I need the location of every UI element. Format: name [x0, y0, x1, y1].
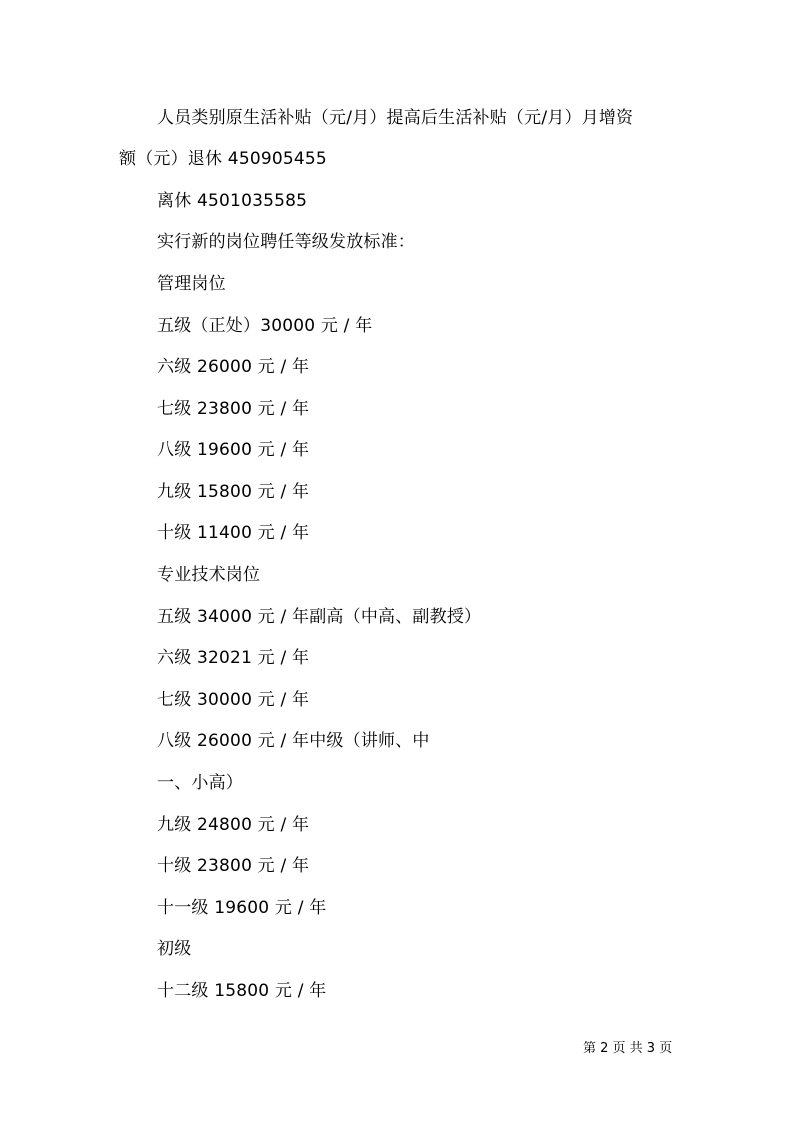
paragraph-line-2: 额（元）退休 450905455 — [119, 149, 327, 169]
paragraph-line-13: 五级 34000 元 / 年副高（中高、副教授） — [157, 607, 482, 627]
paragraph-line-11: 十级 11400 元 / 年 — [157, 523, 310, 543]
paragraph-line-17: 一、小高） — [157, 773, 243, 793]
paragraph-line-14: 六级 32021 元 / 年 — [157, 648, 310, 668]
section-heading-management: 管理岗位 — [157, 274, 226, 294]
paragraph-line-7: 六级 26000 元 / 年 — [157, 357, 310, 377]
section-heading-technical: 专业技术岗位 — [157, 565, 261, 585]
paragraph-line-4: 实行新的岗位聘任等级发放标准： — [157, 232, 415, 252]
paragraph-line-1: 人员类别原生活补贴（元/月）提高后生活补贴（元/月）月增资 — [157, 108, 634, 128]
page-number-footer: 第 2 页 共 3 页 — [583, 1041, 673, 1056]
paragraph-line-19: 十级 23800 元 / 年 — [157, 856, 310, 876]
paragraph-line-9: 八级 19600 元 / 年 — [157, 440, 310, 460]
paragraph-line-18: 九级 24800 元 / 年 — [157, 815, 310, 835]
paragraph-line-15: 七级 30000 元 / 年 — [157, 690, 310, 710]
paragraph-line-22: 十二级 15800 元 / 年 — [157, 981, 327, 1001]
paragraph-line-6: 五级（正处）30000 元 / 年 — [157, 316, 373, 336]
paragraph-line-8: 七级 23800 元 / 年 — [157, 399, 310, 419]
paragraph-line-16: 八级 26000 元 / 年中级（讲师、中 — [157, 731, 430, 751]
section-heading-junior: 初级 — [157, 939, 192, 959]
paragraph-line-10: 九级 15800 元 / 年 — [157, 482, 310, 502]
paragraph-line-3: 离休 4501035585 — [157, 191, 308, 211]
paragraph-line-20: 十一级 19600 元 / 年 — [157, 898, 327, 918]
